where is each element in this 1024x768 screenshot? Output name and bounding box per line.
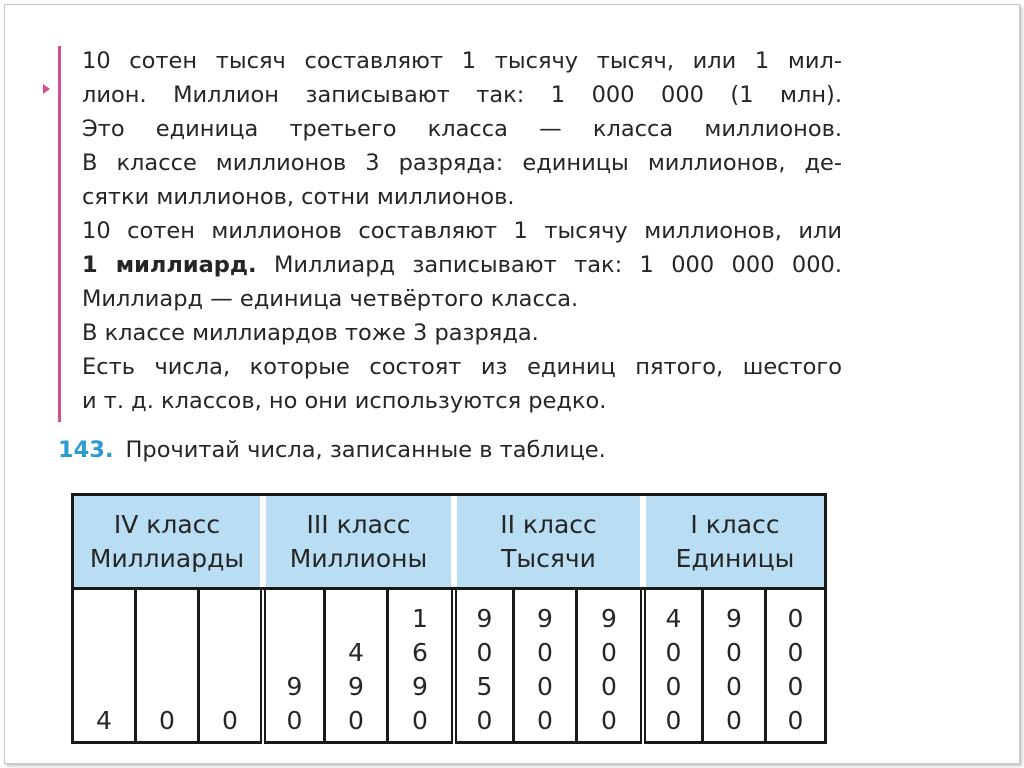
digit: 9 [476,604,493,633]
digit: 0 [476,706,493,735]
exercise-number: 143. [58,437,114,463]
digit: 5 [476,672,493,701]
digit-column [326,590,386,744]
digit: 0 [476,638,493,667]
digit: 0 [787,604,804,633]
digit-column [767,590,824,744]
digit-column [137,590,197,744]
digit: 4 [665,604,682,633]
digit: 6 [412,638,428,667]
class-name: III класс [306,510,411,539]
rule-line: В классе миллиардов тоже 3 разряда. [82,320,539,346]
digit: 0 [222,706,238,735]
digit: 0 [726,706,742,735]
digit: 0 [412,706,428,735]
class-name: II класс [500,510,597,539]
class-name: I класс [690,510,780,539]
digit: 0 [537,706,553,735]
digit: 0 [537,638,553,667]
rule-line: 10 сотен миллионов составляют 1 тысячу миллионов, или [82,218,842,244]
digit: 4 [96,706,112,735]
class-name: IV класс [113,510,221,539]
class-header-thousands [457,496,640,587]
digit: 9 [412,672,428,701]
digit: 9 [348,672,364,701]
digit: 0 [286,706,303,735]
digit: 0 [601,638,617,667]
digit: 0 [665,706,682,735]
class-header-units [646,496,824,587]
digit: 9 [537,604,553,633]
rule-line: сятки миллионов, сотни миллионов. [82,184,515,210]
exercise-heading [58,437,606,463]
rule-line [82,248,842,282]
rule-line: Это единица третьего класса — класса миллионов. [82,116,842,142]
digit-column [515,590,575,744]
digit: 0 [726,672,742,701]
rule-line: Есть числа, которые состоят из единиц пятого, шестого [82,354,842,380]
rule-line: В классе миллионов 3 разряда: единицы миллионов, де- [82,150,842,176]
table-header-row [74,496,824,590]
class-subtitle: Единицы [675,544,795,573]
rule-text-block [82,44,842,418]
rule-bold-term: 1 миллиард. [82,252,257,278]
exercise-text: Прочитай числа, записанные в таблице. [125,437,606,463]
digit: 0 [601,706,617,735]
digit: 0 [537,672,553,701]
digit: 0 [787,706,804,735]
digit: 1 [412,604,428,633]
digit-column [389,590,451,744]
digit: 0 [159,706,175,735]
rule-line-rest: Миллиард записывают так: 1 000 000 000. [256,252,842,278]
class-subtitle: Миллионы [289,544,428,573]
digit-column [200,590,260,744]
digit: 9 [286,672,303,701]
digit-column [266,590,323,744]
digit: 0 [787,638,804,667]
rule-line: 10 сотен тысяч составляют 1 тысячу тысяч, или 1 мил- [82,48,842,74]
digit-column [646,590,701,744]
digit: 0 [726,638,742,667]
rule-line: Миллиард — единица четвёртого класса. [82,286,579,312]
class-header-billions [74,496,260,587]
rule-marker-line [58,46,61,422]
class-subtitle: Тысячи [501,544,596,573]
digit: 0 [665,672,682,701]
rule-line: и т. д. классов, но они используются редко. [82,388,607,414]
digit-column [578,590,640,744]
digit: 0 [601,672,617,701]
digit-column [74,590,134,744]
digit: 0 [665,638,682,667]
number-classes-table [71,493,827,744]
class-subtitle: Миллиарды [89,544,245,573]
digit: 0 [348,706,364,735]
digit: 9 [601,604,617,633]
digit: 4 [348,638,364,667]
digit-column [457,590,512,744]
rule-line: лион. Миллион записывают так: 1 000 000 (1 млн). [82,82,842,108]
digit-column [704,590,764,744]
rule-marker-arrow-icon [43,84,50,94]
class-header-millions [266,496,451,587]
digit: 0 [787,672,804,701]
digit: 9 [726,604,742,633]
